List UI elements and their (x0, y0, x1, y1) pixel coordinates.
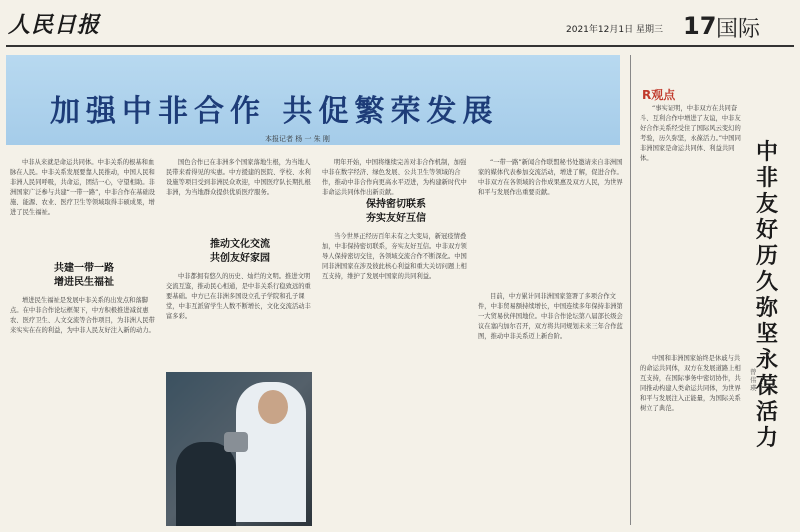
paragraph: 目前，中方累计同非洲国家签署了多项合作文件，中非贸易额持续增长，中国连续多年保持非洲第一大贸易伙伴国地位。中非合作论坛第八届部长级会议在塞内加尔召开，双方将共同规划未来三年合作蓝图，推动中非关系迈上新台阶。 (478, 293, 623, 340)
page-number: 17 (683, 12, 717, 40)
masthead (0, 0, 800, 44)
paragraph: “事实证明，中非双方在共同奋斗、互利合作中增进了友谊，中非友好合作关系经受住了国际风云变幻的考验，历久弥坚，永葆活力。”中国同非洲国家是命运共同体、利益共同体。 (640, 105, 741, 162)
column-divider (630, 55, 631, 525)
opinion-author: 曾 伟 瑛 (750, 368, 757, 392)
article-column-4b (478, 292, 624, 524)
opinion-column-1 (640, 104, 746, 350)
article-column-3 (322, 158, 470, 198)
subhead-2 (166, 238, 314, 266)
medical-photo (166, 372, 312, 526)
article-column-1 (10, 158, 158, 258)
opinion-column-2 (640, 354, 746, 524)
paragraph: 中非都拥有悠久的历史、灿烂的文明。推进文明交流互鉴，推动民心相通，是中非关系行稳致远的重要基础。中方已在非洲多国设立孔子学院和孔子课堂，中非互派留学生人数不断增长，文化交流活动丰富多彩。 (166, 273, 311, 320)
paragraph: 增进民生福祉是发展中非关系的出发点和落脚点。在中非合作论坛框架下，中方积极推进减贫惠农、医疗卫生、人文交流等合作项目，为非洲人民带来实实在在的利益，为中非人民友好注入新的动力。 (10, 297, 155, 334)
photo-doctor-head (258, 390, 288, 424)
subhead-text: 保持密切联系 夯实友好互信 (366, 199, 426, 224)
paragraph: “一带一路”新闻合作联盟秘书处邀请来自非洲国家的媒体代表参加交流活动，增进了解，促进合作。中非双方在各领域的合作成果惠及双方人民，为世界和平与发展作出重要贡献。 (478, 159, 623, 196)
subhead-3 (322, 198, 470, 226)
masthead-rule (6, 45, 794, 47)
photo-device (224, 432, 248, 452)
paragraph: 明年开始，中国将继续完善对非合作机制，加强中非在数字经济、绿色发展、公共卫生等领域的合作，推动中非合作向更高水平迈进，为构建新时代中非命运共同体作出新贡献。 (322, 159, 467, 196)
opinion-title: 中非友好历久弥坚永葆活力 (755, 140, 778, 451)
issue-date: 2021年12月1日 星期三 (566, 25, 663, 35)
subhead-text: 推动文化交流 共创友好家园 (210, 239, 270, 264)
photo-patient (176, 442, 236, 526)
article-column-3b (322, 232, 470, 524)
newspaper-logo: 人民日报 (8, 12, 101, 38)
subhead-1 (10, 262, 158, 290)
article-column-2 (166, 158, 314, 228)
paragraph: 当今世界正经历百年未有之大变局，新冠疫情叠加，中非保持密切联系，夯实友好互信。中非双方领导人保持密切交往，各领域交流合作不断深化。中国同非洲国家在涉及彼此核心利益和重大关切问题上相互支持，维护了发展中国家的共同利益。 (322, 233, 467, 280)
section-title: 国际 (716, 17, 761, 42)
opinion-label: R观点 (642, 88, 676, 102)
article-headline: 加强中非合作 共促繁荣发展 (50, 94, 499, 129)
paragraph: 中国和非洲国家始终是休戚与共的命运共同体，双方在发展道路上相互支持，在国际事务中密切协作，共同推动构建人类命运共同体，为世界和平与发展注入正能量，为国际关系树立了典范。 (640, 355, 741, 412)
subhead-text: 共建一带一路 增进民生福祉 (54, 263, 114, 288)
paragraph: 国色合作已在非洲多个国家落地生根，为当地人民带来看得见的实惠。中方援建的医院、学校、水利设施等项目受到非洲民众欢迎，中国医疗队长期扎根非洲，为当地群众提供优质医疗服务。 (166, 159, 311, 196)
article-column-2b (166, 272, 314, 368)
article-column-1b (10, 296, 158, 524)
article-column-4 (478, 158, 624, 288)
paragraph: 中非从来就是命运共同体。中非关系的根基和血脉在人民。中非关系发展要靠人民推动，中国人民和非洲人民同呼吸，共命运，团结一心，守望相助。非洲国家广泛参与共建“一带一路”，中非合作在基础设施、能源、农业、医疗卫生等领域取得丰硕成果，增进了民生福祉。 (10, 159, 156, 216)
article-byline: 本报记者 杨 一 朱 刚 (265, 135, 330, 143)
